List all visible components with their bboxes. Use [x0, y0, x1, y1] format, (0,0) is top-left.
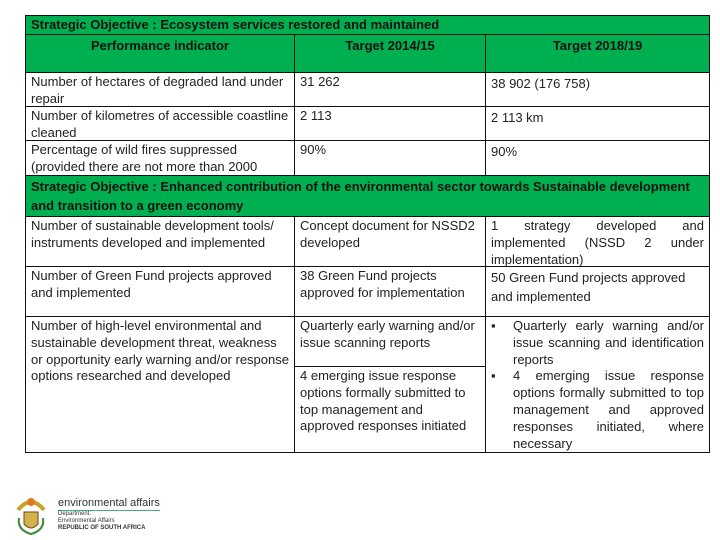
indicator-cell: Number of high-level environmental and sustainable development threat, weakness or opportunity early warning and/or response options researched and developed [25, 316, 295, 453]
logo-name: environmental affairs [58, 496, 160, 509]
indicator-cell: Percentage of wild fires suppressed (provided there are not more than 2000 [25, 140, 295, 176]
target-cell: Concept document for NSSD2 developed [294, 216, 486, 267]
indicator-cell: Number of hectares of degraded land under repair [25, 72, 295, 107]
target-cell: 31 262 [294, 72, 486, 107]
bullet-text: Quarterly early warning and/or issue scanning and identification reports [513, 318, 704, 367]
bullet-icon: ▪ [491, 318, 496, 333]
target-cell: 38 902 (176 758) [485, 72, 710, 107]
indicator-cell: Number of Green Fund projects approved and implemented [25, 266, 295, 317]
target-cell: 4 emerging issue response options formally submitted to top management and approved responses initiated [294, 366, 486, 453]
objective-2-title: Strategic Objective : Enhanced contribution of the environmental sector towards Sustainable development and transition to a green economy [25, 175, 710, 217]
header-target-2014: Target 2014/15 [294, 34, 486, 73]
coat-of-arms-icon [14, 492, 48, 536]
target-cell: 50 Green Fund projects approved and implemented [485, 266, 710, 317]
target-cell: 38 Green Fund projects approved for implementation [294, 266, 486, 317]
target-cell: 2 113 km [485, 106, 710, 141]
logo-line: Environmental Affairs [58, 517, 115, 524]
bullet-icon: ▪ [491, 368, 496, 384]
target-cell: 1 strategy developed and implemented (NSSD 2 under implementation) [485, 216, 710, 267]
objective-1-title: Strategic Objective : Ecosystem services restored and maintained [25, 15, 710, 35]
target-cell: Quarterly early warning and/or issue scanning reports [294, 316, 486, 367]
logo-line: REPUBLIC OF SOUTH AFRICA [58, 524, 146, 531]
target-cell: 90% [294, 140, 486, 176]
logo-line: Department: [58, 510, 92, 517]
target-cell-bullets [485, 316, 710, 453]
target-cell: 90% [485, 140, 710, 176]
header-indicator: Performance indicator [25, 34, 295, 73]
bullet-text: 4 emerging issue response options formally submitted to top management and approved responses initiated, where necessary [513, 368, 704, 451]
indicator-cell: Number of kilometres of accessible coastline cleaned [25, 106, 295, 141]
indicator-cell: Number of sustainable development tools/ instruments developed and implemented [25, 216, 295, 267]
target-cell: 2 113 [294, 106, 486, 141]
header-target-2018: Target 2018/19 [485, 34, 710, 73]
department-logo [14, 492, 160, 536]
